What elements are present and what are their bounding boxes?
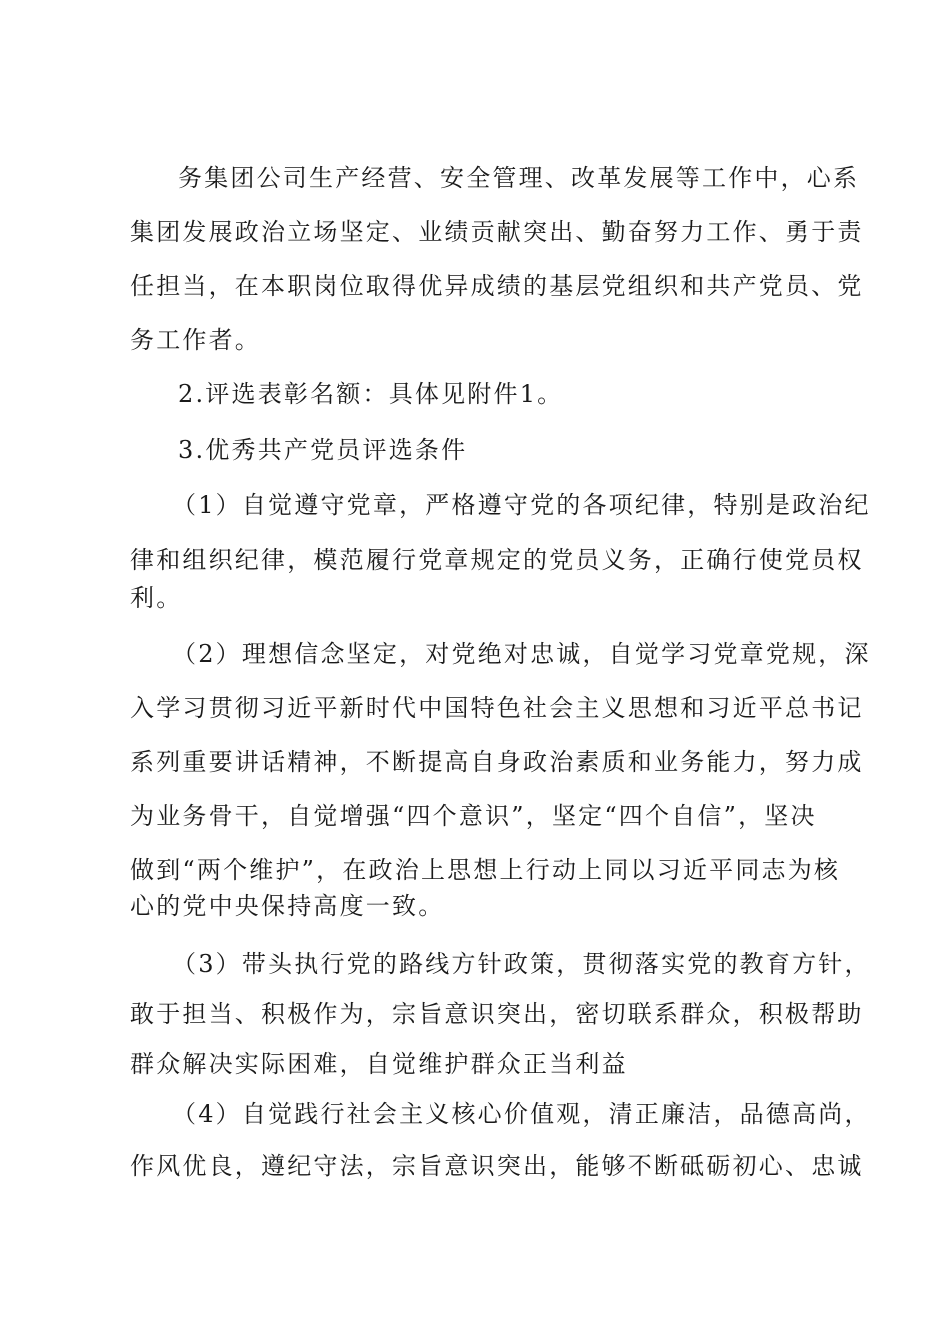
- text-line: 为业务骨干，自觉增强“四个意识”，坚定“四个自信”，坚决: [130, 802, 817, 830]
- text-line: 群众解决实际困难，自觉维护群众正当利益: [130, 1050, 628, 1078]
- text-line: （4）自觉践行社会主义核心价值观，清正廉洁，品德高尚，: [172, 1100, 871, 1128]
- text-line: 心的党中央保持高度一致。: [130, 892, 445, 920]
- text-line: 集团发展政治立场坚定、业绩贡献突出、勤奋努力工作、勇于责: [130, 218, 864, 246]
- text-line: 敢于担当、积极作为，宗旨意识突出，密切联系群众，积极帮助: [130, 1000, 864, 1028]
- text-line: （2）理想信念坚定，对党绝对忠诚，自觉学习党章党规，深: [172, 640, 871, 668]
- text-line: （3）带头执行党的路线方针政策，贯彻落实党的教育方针，: [172, 950, 871, 978]
- text-line: 利。: [130, 584, 183, 612]
- text-line: 入学习贯彻习近平新时代中国特色社会主义思想和习近平总书记: [130, 694, 864, 722]
- text-line: 2.评选表彰名额：具体见附件1。: [178, 380, 564, 408]
- text-line: 律和组织纪律，模范履行党章规定的党员义务，正确行使党员权: [130, 546, 864, 574]
- text-line: 3.优秀共产党员评选条件: [178, 436, 468, 464]
- text-line: （1）自觉遵守党章，严格遵守党的各项纪律，特别是政治纪: [172, 491, 871, 519]
- text-line: 作风优良，遵纪守法，宗旨意识突出，能够不断砥砺初心、忠诚: [130, 1152, 864, 1180]
- text-line: 务工作者。: [130, 326, 261, 354]
- text-line: 务集团公司生产经营、安全管理、改革发展等工作中，心系: [178, 164, 860, 192]
- text-line: 任担当，在本职岗位取得优异成绩的基层党组织和共产党员、党: [130, 272, 864, 300]
- text-line: 系列重要讲话精神，不断提高自身政治素质和业务能力，努力成: [130, 748, 864, 776]
- text-line: 做到“两个维护”，在政治上思想上行动上同以习近平同志为核: [130, 856, 841, 884]
